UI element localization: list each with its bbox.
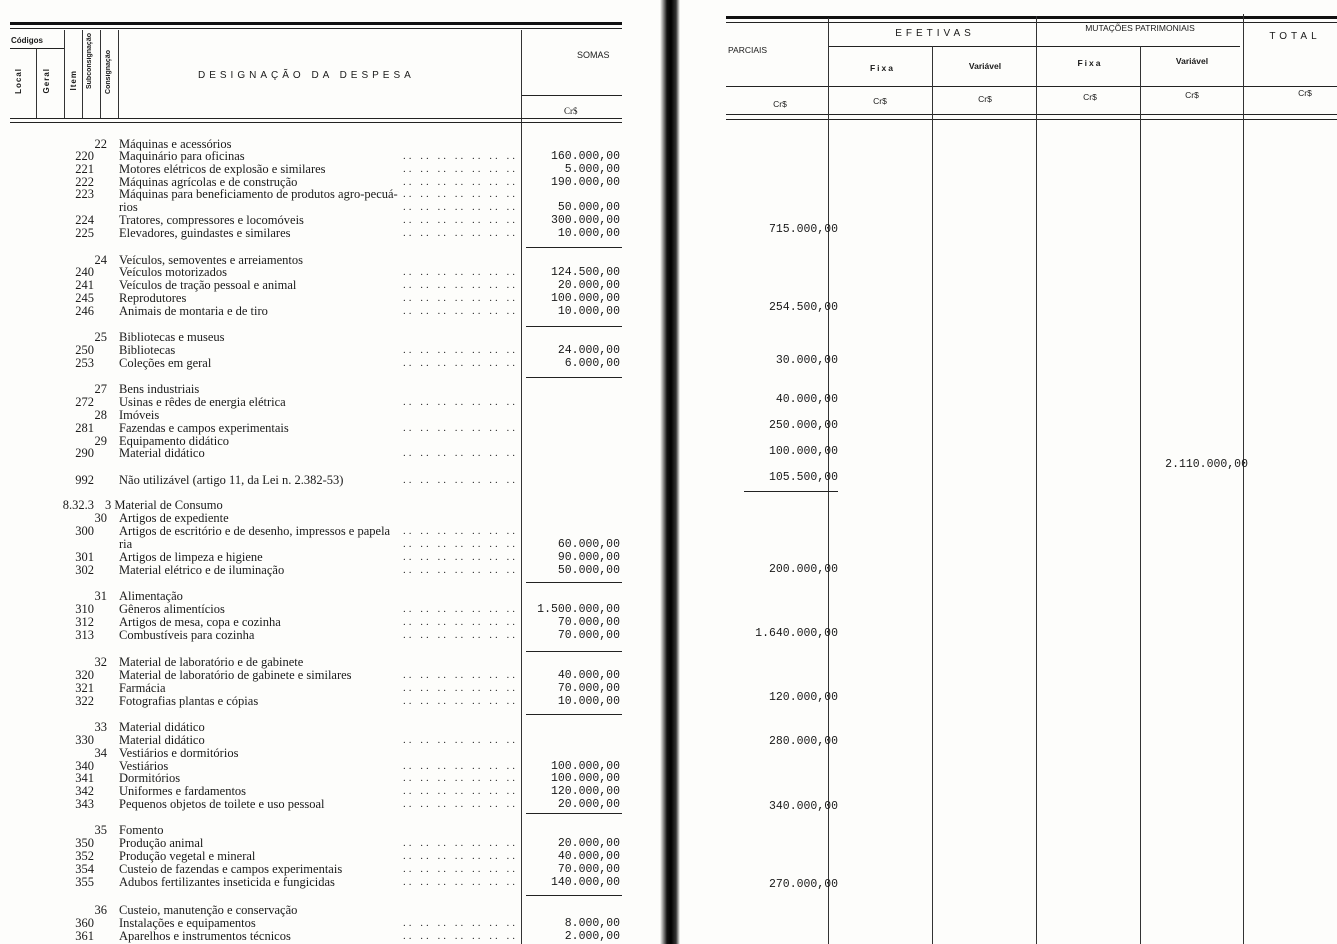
row-description: Pequenos objetos de toilete e uso pessoal <box>119 798 325 811</box>
header-bottom-rule-2 <box>10 122 622 123</box>
row-amount: 40.000,00 <box>557 669 620 682</box>
table-row <box>0 538 640 551</box>
row-code: 355 <box>75 875 94 889</box>
table-row <box>0 590 640 603</box>
leader-dots: .. .. .. .. .. .. .. <box>403 603 518 615</box>
table-row <box>0 629 640 642</box>
row-amount: 70.000,00 <box>557 682 620 695</box>
row-code: 360 <box>75 916 94 930</box>
row-description: Dormitórios <box>119 772 181 785</box>
row-code: 250 <box>75 343 94 357</box>
leader-dots: .. .. .. .. .. .. .. <box>403 734 518 746</box>
efetivas-variavel: Variável <box>968 61 1002 71</box>
row-amount: 50.000,00 <box>557 201 620 214</box>
table-row <box>0 551 640 564</box>
row-description: Material didático <box>119 734 205 747</box>
table-row <box>0 798 640 811</box>
row-description: Vestiários <box>119 760 169 773</box>
leader-dots: .. .. .. .. .. .. .. <box>403 850 518 862</box>
somas-heading: SOMAS <box>577 50 610 60</box>
table-row <box>0 747 640 760</box>
row-description: Farmácia <box>119 682 166 695</box>
row-amount: 24.000,00 <box>557 344 620 357</box>
row-code: 33 <box>94 720 107 734</box>
row-description: ria <box>119 538 133 551</box>
mutacoes-variavel-total: 2.110.000,00 <box>1165 458 1248 471</box>
row-description: Bens industriais <box>119 383 200 396</box>
table-row <box>0 603 640 616</box>
row-amount: 300.000,00 <box>550 214 620 227</box>
col-rule <box>64 30 65 118</box>
row-description: Equipamento didático <box>119 435 230 448</box>
leader-dots: .. .. .. .. .. .. .. <box>403 930 518 942</box>
row-code: 35 <box>94 823 107 837</box>
row-amount: 140.000,00 <box>550 876 620 889</box>
leader-dots: .. .. .. .. .. .. .. <box>403 760 518 772</box>
row-description: Produção animal <box>119 837 204 850</box>
table-row <box>0 904 640 917</box>
row-amount: 2.000,00 <box>564 930 620 943</box>
leader-dots: .. .. .. .. .. .. .. <box>403 279 518 291</box>
table-row <box>0 721 640 734</box>
efetivas-heading: EFETIVAS <box>895 28 975 39</box>
row-amount: 120.000,00 <box>550 785 620 798</box>
somas-sub-rule <box>522 95 622 96</box>
row-code: 224 <box>75 213 94 227</box>
leader-dots: .. .. .. .. .. .. .. <box>403 357 518 369</box>
table-row <box>0 525 640 538</box>
leader-dots: .. .. .. .. .. .. .. <box>403 150 518 162</box>
row-code: 352 <box>75 849 94 863</box>
table-row <box>0 357 640 370</box>
right-header-bottom-rule <box>726 114 1337 115</box>
row-description: Bibliotecas e museus <box>119 331 225 344</box>
row-code: 32 <box>94 655 107 669</box>
somas-currency: Cr$ <box>564 106 578 116</box>
row-code: 272 <box>75 395 94 409</box>
row-code: 220 <box>75 149 94 163</box>
table-row <box>0 616 640 629</box>
row-amount: 100.000,00 <box>550 760 620 773</box>
efetivas-variavel-currency: Cr$ <box>978 94 992 104</box>
row-amount: 20.000,00 <box>557 837 620 850</box>
subtotal-rule <box>526 326 622 327</box>
row-code: 281 <box>75 421 94 435</box>
item-label: Item <box>69 70 78 91</box>
row-code: 322 <box>75 694 94 708</box>
row-description: Tratores, compressores e locomóveis <box>119 214 304 227</box>
row-description: Fazendas e campos experimentais <box>119 422 289 435</box>
row-amount: 8.000,00 <box>564 917 620 930</box>
col-rule <box>932 46 933 944</box>
partial-amount: 40.000,00 <box>775 393 838 406</box>
row-code: 28 <box>94 408 107 422</box>
row-description: Usinas e rêdes de energia elétrica <box>119 396 286 409</box>
partial-amount: 340.000,00 <box>768 800 838 813</box>
table-row <box>0 344 640 357</box>
row-amount: 70.000,00 <box>557 616 620 629</box>
row-code: 27 <box>94 382 107 396</box>
leader-dots: .. .. .. .. .. .. .. <box>403 772 518 784</box>
col-rule <box>1140 46 1141 944</box>
row-code: 29 <box>94 434 107 448</box>
table-row <box>0 695 640 708</box>
right-subheader-rule <box>726 86 1337 87</box>
row-description: Máquinas e acessórios <box>119 138 232 151</box>
leader-dots: .. .. .. .. .. .. .. <box>403 837 518 849</box>
row-code: 24 <box>94 253 107 267</box>
partial-amount: 270.000,00 <box>768 878 838 891</box>
row-code: 343 <box>75 797 94 811</box>
partial-amount: 105.500,00 <box>768 471 838 484</box>
row-description: Material elétrico e de iluminação <box>119 564 285 577</box>
header-bottom-rule <box>10 118 622 119</box>
local-label: Local <box>14 68 23 94</box>
leader-dots: .. .. .. .. .. .. .. <box>403 525 518 537</box>
subtotal-rule <box>526 714 622 715</box>
row-description: Artigos de escritório e de desenho, impressos e papela <box>119 525 391 538</box>
row-code: 290 <box>75 446 94 460</box>
table-row <box>0 279 640 292</box>
row-amount: 5.000,00 <box>564 163 620 176</box>
mutacoes-fixa: Fixa <box>1077 58 1103 68</box>
row-description: Artigos de limpeza e higiene <box>119 551 263 564</box>
row-description: Fotografias plantas e cópias <box>119 695 259 708</box>
row-amount: 160.000,00 <box>550 150 620 163</box>
row-code: 22 <box>94 137 107 151</box>
partial-amount: 280.000,00 <box>768 735 838 748</box>
table-row <box>0 409 640 422</box>
table-row <box>0 785 640 798</box>
table-row <box>0 564 640 577</box>
row-description: Combustíveis para cozinha <box>119 629 255 642</box>
row-description: Aparelhos e instrumentos técnicos <box>119 930 291 943</box>
partial-amount: 30.000,00 <box>775 354 838 367</box>
row-description: Maquinário para oficinas <box>119 150 245 163</box>
leader-dots: .. .. .. .. .. .. .. <box>403 227 518 239</box>
row-code: 221 <box>75 162 94 176</box>
row-amount: 10.000,00 <box>557 227 620 240</box>
row-amount: 10.000,00 <box>557 305 620 318</box>
row-code: 312 <box>75 615 94 629</box>
leader-dots: .. .. .. .. .. .. .. <box>403 447 518 459</box>
row-code: 350 <box>75 836 94 850</box>
table-row <box>0 682 640 695</box>
partial-amount: 250.000,00 <box>768 419 838 432</box>
table-row <box>0 512 640 525</box>
row-amount: 1.500.000,00 <box>537 603 620 616</box>
row-description: Máquinas agrícolas e de construção <box>119 176 298 189</box>
row-code: 302 <box>75 563 94 577</box>
row-code: 330 <box>75 733 94 747</box>
leader-dots: .. .. .. .. .. .. .. <box>403 474 518 486</box>
leader-dots: .. .. .. .. .. .. .. <box>403 396 518 408</box>
codigos-rule <box>10 48 64 49</box>
row-description: Gêneros alimentícios <box>119 603 225 616</box>
consignacao-label: Consignação <box>105 50 112 94</box>
table-row <box>0 917 640 930</box>
partial-amount: 715.000,00 <box>768 223 838 236</box>
subheader-rule <box>828 46 1240 47</box>
row-code: 310 <box>75 602 94 616</box>
leader-dots: .. .. .. .. .. .. .. <box>403 876 518 888</box>
row-code: 25 <box>94 330 107 344</box>
table-row <box>0 863 640 876</box>
leader-dots: .. .. .. .. .. .. .. <box>403 214 518 226</box>
table-row <box>0 305 640 318</box>
partial-amount: 120.000,00 <box>768 691 838 704</box>
subtotal-rule <box>526 377 622 378</box>
parciais-heading: PARCIAIS <box>728 45 768 55</box>
row-description: Vestiários e dormitórios <box>119 747 239 760</box>
row-description: rios <box>119 201 138 214</box>
table-row <box>0 163 640 176</box>
geral-label: Geral <box>42 68 51 94</box>
table-row <box>0 292 640 305</box>
leader-dots: .. .. .. .. .. .. .. <box>403 785 518 797</box>
row-amount: 190.000,00 <box>550 176 620 189</box>
leader-dots: .. .. .. .. .. .. .. <box>403 798 518 810</box>
row-code: 300 <box>75 524 94 538</box>
leader-dots: .. .. .. .. .. .. .. <box>403 616 518 628</box>
table-row <box>0 837 640 850</box>
row-description: Material didático <box>119 721 205 734</box>
row-description: 3 Material de Consumo <box>105 499 223 512</box>
row-code: 8.32.3 <box>62 498 94 512</box>
row-code: 992 <box>75 473 94 487</box>
col-rule <box>82 30 83 118</box>
col-rule <box>100 30 101 118</box>
table-row <box>0 266 640 279</box>
row-code: 225 <box>75 226 94 240</box>
row-description: Produção vegetal e mineral <box>119 850 256 863</box>
row-amount: 40.000,00 <box>557 850 620 863</box>
total-currency: Cr$ <box>1298 88 1312 98</box>
table-row <box>0 656 640 669</box>
table-row <box>0 447 640 460</box>
table-row <box>0 474 640 487</box>
row-amount: 20.000,00 <box>557 279 620 292</box>
right-header-bottom-rule-2 <box>726 119 1337 120</box>
designacao-heading: DESIGNAÇÃO DA DESPESA <box>198 70 415 81</box>
row-code: 241 <box>75 278 94 292</box>
row-description: Material de laboratório e de gabinete <box>119 656 304 669</box>
subconsignacao-label: Subconsignação <box>86 33 93 90</box>
table-row <box>0 150 640 163</box>
partial-amount: 100.000,00 <box>768 445 838 458</box>
leader-dots: .. .. .. .. .. .. .. <box>403 201 518 213</box>
leader-dots: .. .. .. .. .. .. .. <box>403 682 518 694</box>
top-rule-thin <box>10 28 622 29</box>
leader-dots: .. .. .. .. .. .. .. <box>403 669 518 681</box>
row-description: Elevadores, guindastes e similares <box>119 227 291 240</box>
leader-dots: .. .. .. .. .. .. .. <box>403 629 518 641</box>
row-description: Veículos motorizados <box>119 266 227 279</box>
row-description: Imóveis <box>119 409 160 422</box>
row-code: 320 <box>75 668 94 682</box>
leader-dots: .. .. .. .. .. .. .. <box>403 188 518 200</box>
row-code: 36 <box>94 903 107 917</box>
subtotal-rule <box>526 582 622 583</box>
row-code: 246 <box>75 304 94 318</box>
right-top-rule <box>726 16 1337 19</box>
subtotal-rule <box>526 247 622 248</box>
table-row <box>0 669 640 682</box>
row-description: Adubos fertilizantes inseticida e fungicidas <box>119 876 335 889</box>
row-code: 342 <box>75 784 94 798</box>
table-row <box>0 214 640 227</box>
table-row <box>0 772 640 785</box>
row-amount: 20.000,00 <box>557 798 620 811</box>
row-description: Artigos de expediente <box>119 512 229 525</box>
row-amount: 70.000,00 <box>557 629 620 642</box>
row-amount: 90.000,00 <box>557 551 620 564</box>
row-code: 240 <box>75 265 94 279</box>
leader-dots: .. .. .. .. .. .. .. <box>403 917 518 929</box>
table-row <box>0 188 640 201</box>
mutacoes-variavel-currency: Cr$ <box>1185 90 1199 100</box>
leader-dots: .. .. .. .. .. .. .. <box>403 344 518 356</box>
top-rule <box>10 22 622 25</box>
row-code: 301 <box>75 550 94 564</box>
col-rule <box>36 48 37 118</box>
row-description: Motores elétricos de explosão e similares <box>119 163 326 176</box>
leader-dots: .. .. .. .. .. .. .. <box>403 266 518 278</box>
mutacoes-heading: MUTAÇÕES PATRIMONIAIS <box>1085 23 1195 33</box>
partial-amount: 200.000,00 <box>768 563 838 576</box>
leader-dots: .. .. .. .. .. .. .. <box>403 292 518 304</box>
row-description: Alimentação <box>119 590 183 603</box>
row-description: Uniformes e fardamentos <box>119 785 247 798</box>
row-amount: 100.000,00 <box>550 772 620 785</box>
col-rule <box>1036 16 1037 944</box>
row-amount: 60.000,00 <box>557 538 620 551</box>
table-row <box>0 383 640 396</box>
row-description: Veículos de tração pessoal e animal <box>119 279 297 292</box>
row-description: Máquinas para beneficiamento de produtos agro-pecuá- <box>119 188 398 201</box>
row-code: 30 <box>94 511 107 525</box>
row-amount: 124.500,00 <box>550 266 620 279</box>
parciais-currency: Cr$ <box>773 99 787 109</box>
row-description: Reprodutores <box>119 292 187 305</box>
row-amount: 6.000,00 <box>564 357 620 370</box>
row-description: Não utilizável (artigo 11, da Lei n. 2.382-53) <box>119 474 344 487</box>
row-description: Fomento <box>119 824 164 837</box>
efetivas-fixa: Fixa <box>869 63 895 73</box>
leader-dots: .. .. .. .. .. .. .. <box>403 863 518 875</box>
row-code: 245 <box>75 291 94 305</box>
row-description: Material de laboratório de gabinete e similares <box>119 669 352 682</box>
row-description: Animais de montaria e de tiro <box>119 305 268 318</box>
subtotal-rule <box>526 895 622 896</box>
table-row <box>0 331 640 344</box>
leader-dots: .. .. .. .. .. .. .. <box>403 538 518 550</box>
table-row <box>0 201 640 214</box>
codigos-label: Códigos <box>11 36 43 45</box>
row-amount: 50.000,00 <box>557 564 620 577</box>
row-code: 321 <box>75 681 94 695</box>
row-code: 341 <box>75 771 94 785</box>
partial-amount: 1.640.000,00 <box>755 627 838 640</box>
efetivas-fixa-currency: Cr$ <box>873 96 887 106</box>
row-description: Coleções em geral <box>119 357 212 370</box>
total-heading: TOTAL <box>1269 31 1321 42</box>
col-rule <box>1243 14 1244 944</box>
leader-dots: .. .. .. .. .. .. .. <box>403 305 518 317</box>
mutacoes-variavel: Variável <box>1175 56 1209 66</box>
row-description: Artigos de mesa, copa e cozinha <box>119 616 281 629</box>
row-code: 313 <box>75 628 94 642</box>
leader-dots: .. .. .. .. .. .. .. <box>403 176 518 188</box>
row-description: Instalações e equipamentos <box>119 917 256 930</box>
mutacoes-fixa-currency: Cr$ <box>1083 92 1097 102</box>
leader-dots: .. .. .. .. .. .. .. <box>403 551 518 563</box>
table-row <box>0 824 640 837</box>
leader-dots: .. .. .. .. .. .. .. <box>403 422 518 434</box>
col-rule <box>118 30 119 118</box>
leader-dots: .. .. .. .. .. .. .. <box>403 695 518 707</box>
subtotal-rule <box>526 813 622 814</box>
row-description: Material didático <box>119 447 205 460</box>
row-amount: 100.000,00 <box>550 292 620 305</box>
row-description: Custeio, manutenção e conservação <box>119 904 298 917</box>
partial-amount: 254.500,00 <box>768 301 838 314</box>
leader-dots: .. .. .. .. .. .. .. <box>403 564 518 576</box>
row-amount: 10.000,00 <box>557 695 620 708</box>
row-description: Bibliotecas <box>119 344 176 357</box>
row-description: Custeio de fazendas e campos experimentais <box>119 863 343 876</box>
leader-dots: .. .. .. .. .. .. .. <box>403 163 518 175</box>
row-code: 34 <box>94 746 107 760</box>
row-code: 354 <box>75 862 94 876</box>
row-code: 31 <box>94 589 107 603</box>
partials-subtotal-rule <box>744 491 838 492</box>
row-description: Veículos, semoventes e arreiamentos <box>119 254 303 267</box>
row-code: 222 <box>75 175 94 189</box>
row-code: 361 <box>75 929 94 943</box>
row-code: 223 <box>75 187 94 201</box>
book-gutter <box>660 0 680 944</box>
table-row <box>0 227 640 240</box>
left-page <box>0 0 640 944</box>
right-top-rule-thin <box>726 22 1337 23</box>
subtotal-rule <box>526 651 622 652</box>
row-amount: 70.000,00 <box>557 863 620 876</box>
table-row <box>0 876 640 889</box>
table-row <box>0 930 640 943</box>
table-row <box>0 850 640 863</box>
row-code: 340 <box>75 759 94 773</box>
row-code: 253 <box>75 356 94 370</box>
